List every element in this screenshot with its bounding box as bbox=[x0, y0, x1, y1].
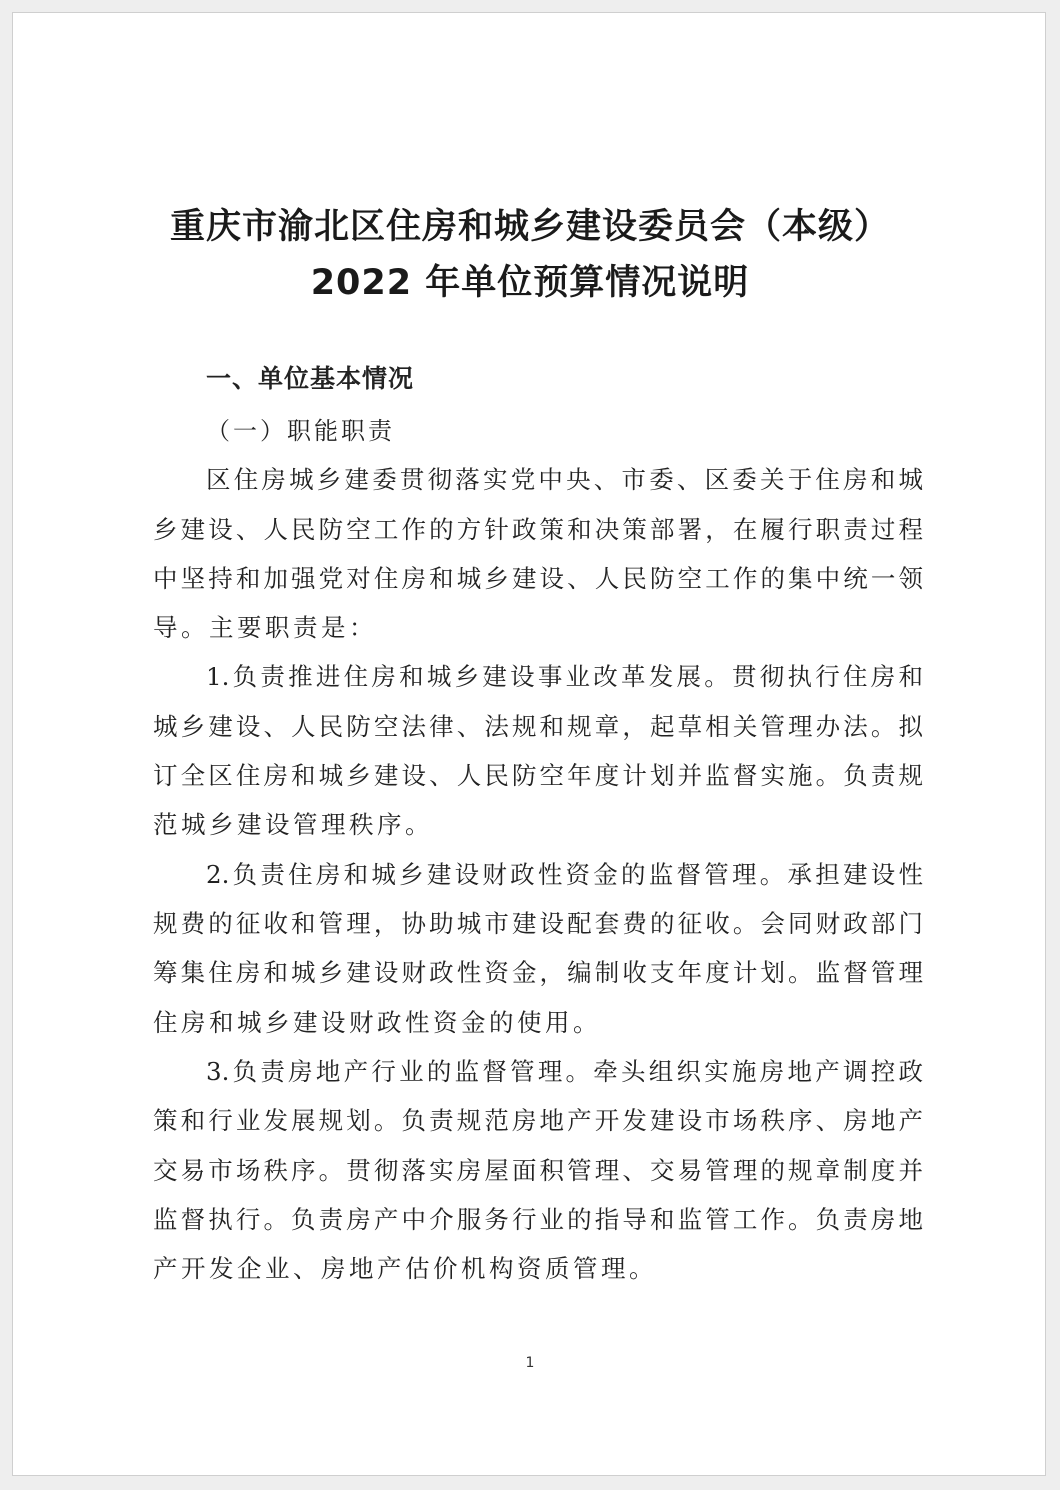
sub-heading: （一）职能职责 bbox=[206, 417, 395, 445]
paragraph-4-line-1: 3.负责房地产行业的监督管理。牵头组织实施房地产调控政 bbox=[206, 1057, 923, 1086]
paragraph-1-line-4: 导。主要职责是： bbox=[153, 613, 377, 642]
paragraph-1-line-3: 中坚持和加强党对住房和城乡建设、人民防空工作的集中统一领 bbox=[153, 564, 923, 593]
paragraph-4-line-5: 产开发企业、房地产估价机构资质管理。 bbox=[153, 1254, 657, 1283]
document-title-line-2: 2022 年单位预算情况说明 bbox=[310, 263, 750, 303]
paragraph-2-line-1: 1.负责推进住房和城乡建设事业改革发展。贯彻执行住房和 bbox=[206, 662, 923, 691]
paragraph-4-line-3: 交易市场秩序。贯彻落实房屋面积管理、交易管理的规章制度并 bbox=[153, 1156, 923, 1185]
document-page bbox=[12, 12, 1046, 1476]
paragraph-3-line-1: 2.负责住房和城乡建设财政性资金的监督管理。承担建设性 bbox=[206, 860, 923, 889]
paragraph-4-line-4: 监督执行。负责房产中介服务行业的指导和监管工作。负责房地 bbox=[153, 1205, 923, 1234]
paragraph-3-line-4: 住房和城乡建设财政性资金的使用。 bbox=[153, 1008, 601, 1037]
paragraph-3-line-2: 规费的征收和管理，协助城市建设配套费的征收。会同财政部门 bbox=[153, 909, 923, 938]
paragraph-3-line-3: 筹集住房和城乡建设财政性资金，编制收支年度计划。监督管理 bbox=[153, 958, 923, 987]
paragraph-2-line-3: 订全区住房和城乡建设、人民防空年度计划并监督实施。负责规 bbox=[153, 761, 923, 790]
page-number: 1 bbox=[525, 1355, 535, 1371]
paragraph-2-line-2: 城乡建设、人民防空法律、法规和规章，起草相关管理办法。拟 bbox=[153, 712, 923, 741]
paragraph-1-line-2: 乡建设、人民防空工作的方针政策和决策部署，在履行职责过程 bbox=[153, 515, 923, 544]
paragraph-2-line-4: 范城乡建设管理秩序。 bbox=[153, 810, 433, 839]
section-heading: 一、单位基本情况 bbox=[206, 364, 415, 393]
paragraph-1-line-1: 区住房城乡建委贯彻落实党中央、市委、区委关于住房和城 bbox=[206, 465, 923, 494]
document-title-line-1: 重庆市渝北区住房和城乡建设委员会（本级） bbox=[169, 207, 890, 247]
paragraph-4-line-2: 策和行业发展规划。负责规范房地产开发建设市场秩序、房地产 bbox=[153, 1106, 923, 1135]
